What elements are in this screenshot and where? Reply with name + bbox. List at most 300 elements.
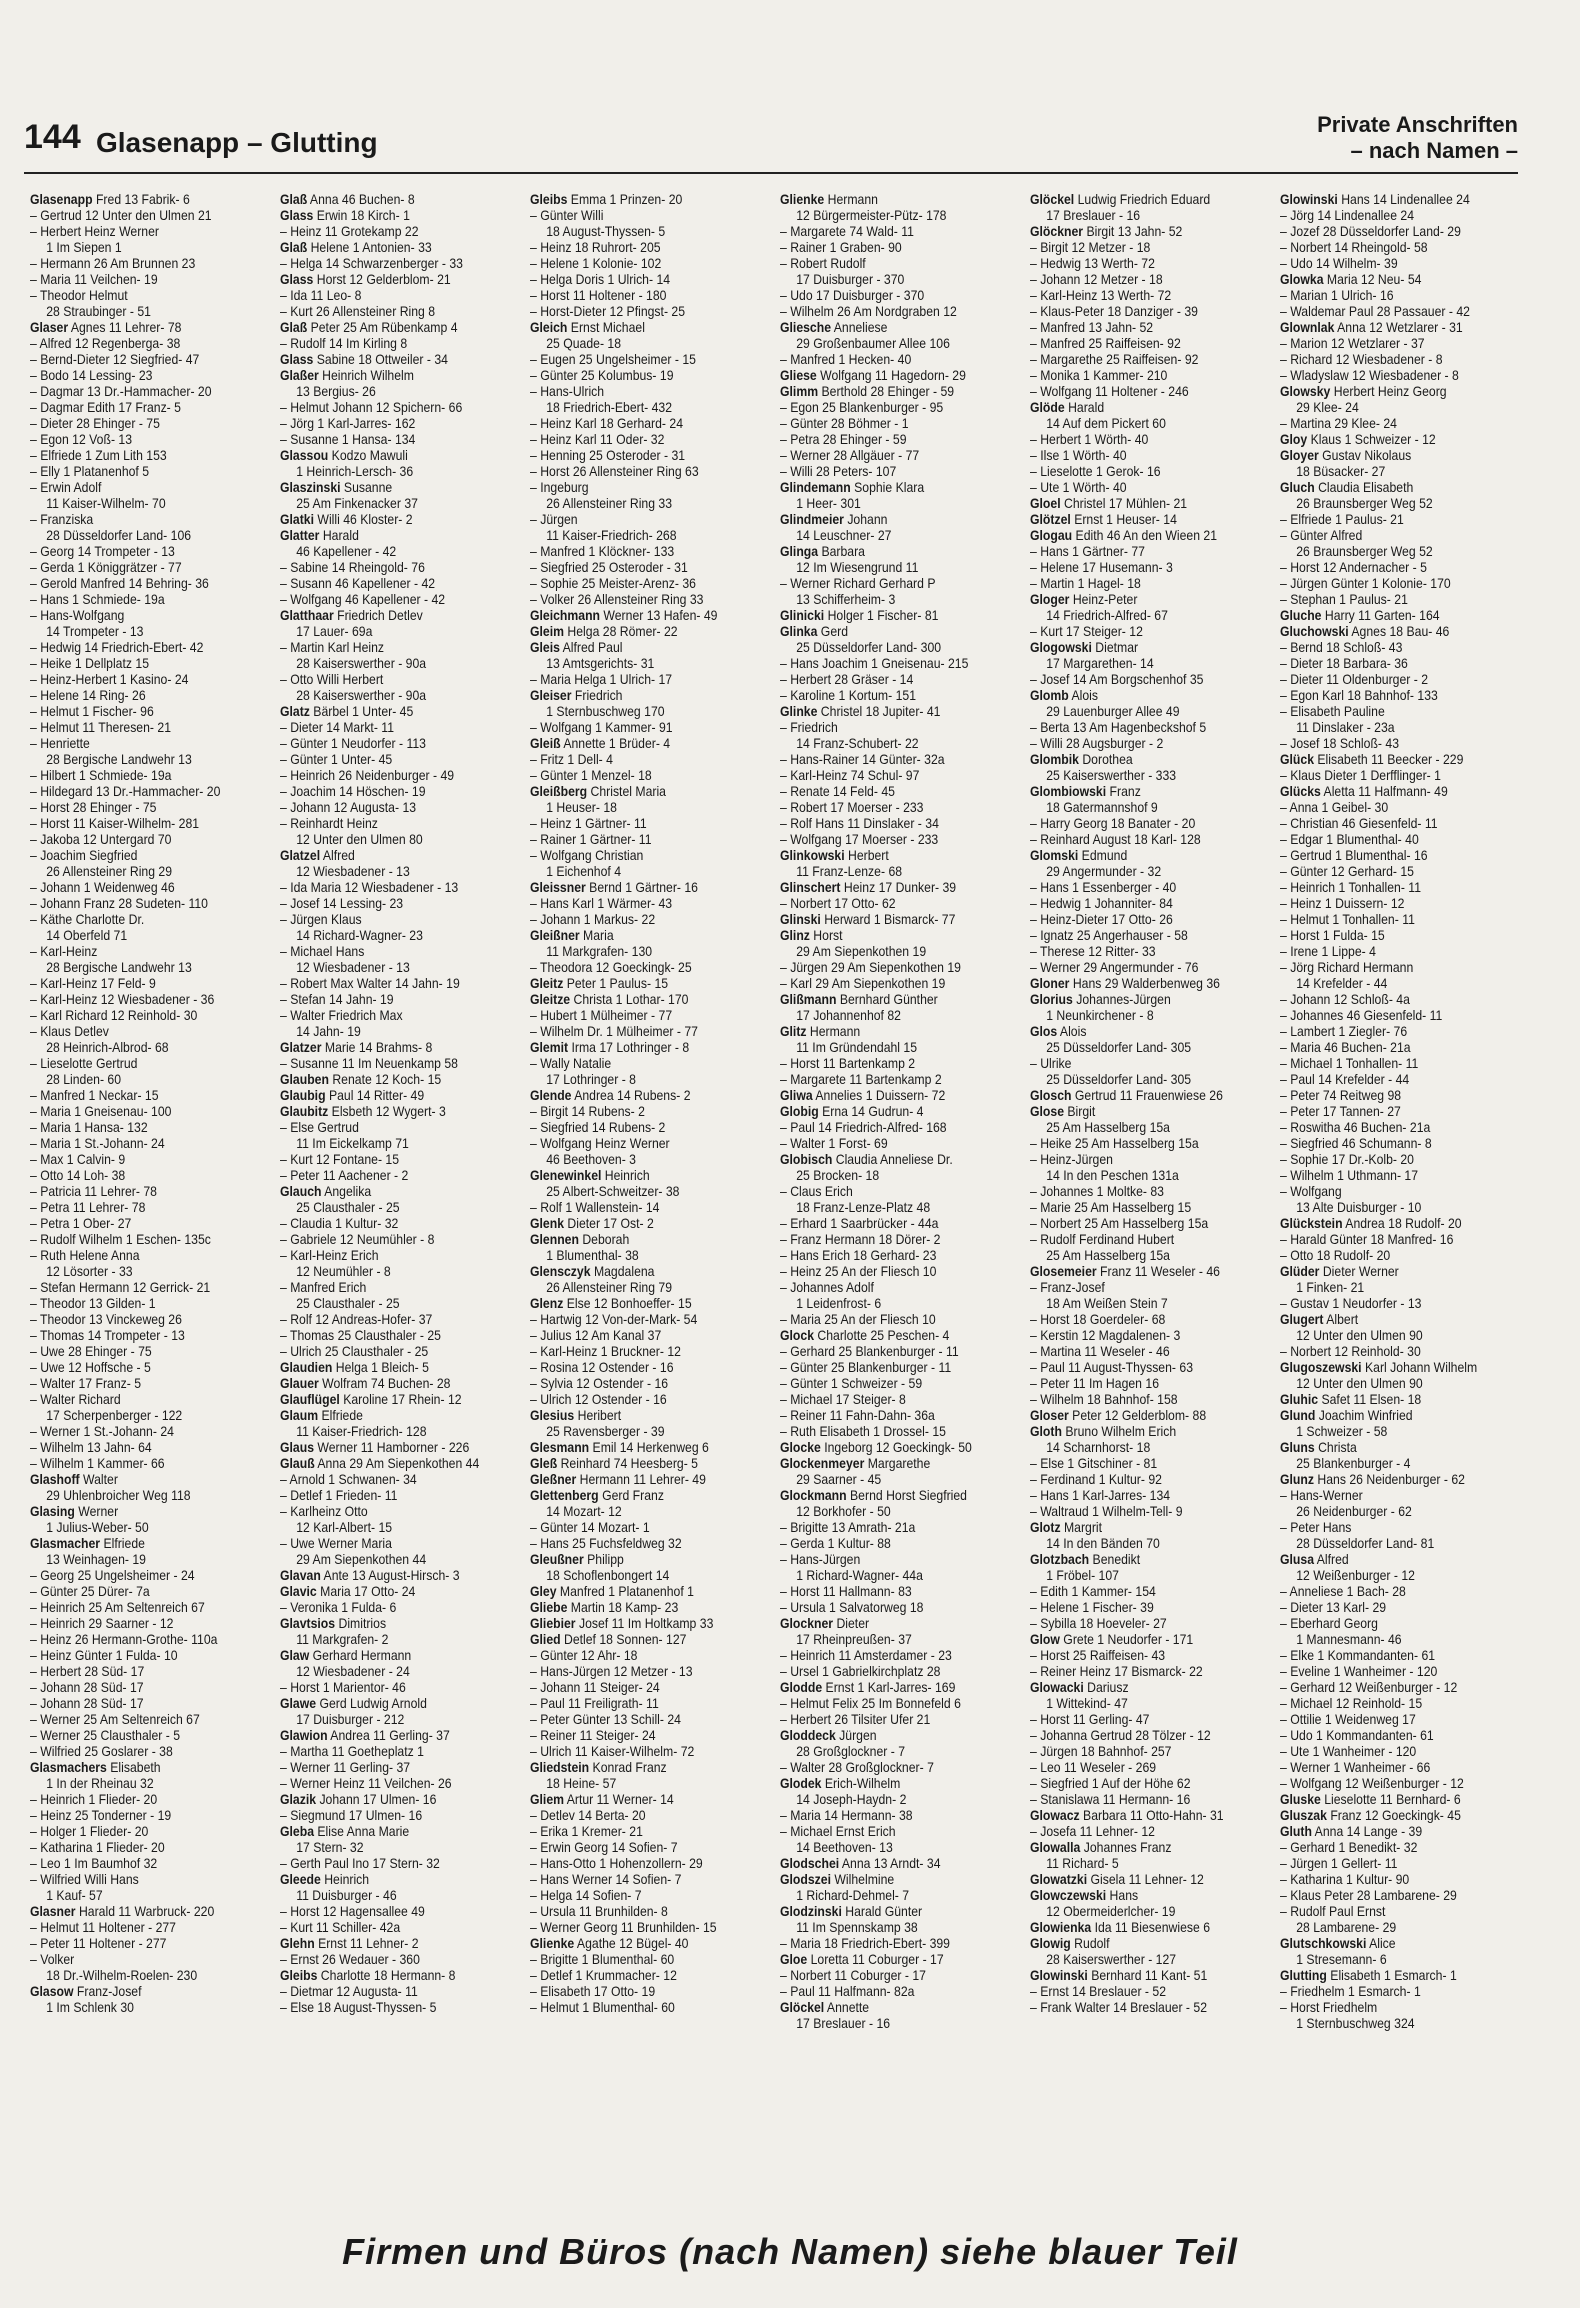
directory-entry — [1030, 1920, 1269, 1936]
directory-entry: – Reiner 11 Fahn-Dahn- 36a — [780, 1408, 935, 1423]
surname: Gleßner — [530, 1472, 577, 1487]
surname: Glenk — [530, 1216, 565, 1231]
directory-entry: – Wilhelm Dr. 1 Mülheimer - 77 — [530, 1024, 698, 1039]
directory-entry: – Hedwig 1 Johanniter- 84 — [1030, 896, 1173, 911]
directory-entry: 29 Am Siepenkothen 44 — [296, 1552, 427, 1567]
directory-entry: – Walter Friedrich Max — [280, 1008, 403, 1023]
directory-entry: – Helene 17 Husemann- 3 — [1030, 560, 1173, 575]
directory-entry: – Franz Hermann 18 Dörer- 2 — [780, 1232, 941, 1247]
directory-entry — [1030, 640, 1269, 656]
directory-entry — [780, 2000, 1019, 2016]
directory-entry: – Ilse 1 Wörth- 40 — [1030, 448, 1127, 463]
entry-details: Gerhard Hermann — [309, 1648, 412, 1663]
entry-details: Maria 12 Neu- 54 — [1323, 272, 1422, 287]
directory-entry — [530, 1552, 769, 1568]
directory-entry: 29 Am Siepenkothen 19 — [796, 944, 927, 959]
directory-entry: – Harald Günter 18 Manfred- 16 — [1280, 1232, 1454, 1247]
directory-entry: 17 Breslauer - 16 — [1046, 208, 1141, 223]
directory-entry: – Leo 1 Im Baumhof 32 — [30, 1856, 158, 1871]
entry-details: Erna 14 Gudrun- 4 — [818, 1104, 924, 1119]
directory-entry: – Günter 25 Dürer- 7a — [30, 1584, 150, 1599]
entry-details: Andrea 18 Rudolf- 20 — [1342, 1216, 1462, 1231]
directory-entry: – Stephan 1 Paulus- 21 — [1280, 592, 1408, 607]
directory-entry: – Hans-Wolfgang — [30, 608, 125, 623]
surname: Glasing — [30, 1504, 75, 1519]
surname: Glehn — [280, 1936, 315, 1951]
directory-entry — [530, 1088, 769, 1104]
directory-entry: 17 Breslauer - 16 — [796, 2016, 891, 2031]
directory-entry: – Udo 17 Duisburger - 370 — [780, 288, 925, 303]
directory-entry: 18 Franz-Lenze-Platz 48 — [796, 1200, 931, 1215]
entry-details: Josef 11 Im Holtkamp 33 — [575, 1616, 714, 1631]
directory-entry — [1280, 1552, 1519, 1568]
entry-details: Manfred 1 Platanenhof 1 — [556, 1584, 694, 1599]
entry-details: Joachim Winfried — [1315, 1408, 1413, 1423]
directory-entry: – Helmut 1 Blumenthal- 60 — [530, 2000, 675, 2015]
directory-entry: – Hans-Werner — [1280, 1488, 1363, 1503]
entry-details: Anna 29 Am Siepenkothen 44 — [314, 1456, 480, 1471]
directory-entry: – Heinrich 1 Tonhallen- 11 — [1280, 880, 1422, 895]
directory-entry — [780, 880, 1019, 896]
surname: Gliesche — [780, 320, 832, 335]
surname: Gloyer — [1280, 448, 1319, 463]
surname: Glinz — [780, 928, 810, 943]
directory-entry: 17 Scherpenberger - 122 — [46, 1408, 183, 1423]
directory-entry: – Heike 1 Dellplatz 15 — [30, 656, 150, 671]
directory-entry: – Rudolf Wilhelm 1 Eschen- 135c — [30, 1232, 211, 1247]
directory-entry — [1280, 1808, 1519, 1824]
directory-entry: – Manfred 25 Raiffeisen- 92 — [1030, 336, 1181, 351]
directory-entry: – Rosina 12 Ostender - 16 — [530, 1360, 674, 1375]
directory-entry: 1 Sternbuschweg 324 — [1296, 2016, 1415, 2031]
directory-entry: 12 Wiesbadener - 24 — [296, 1664, 410, 1679]
directory-entry — [530, 1472, 769, 1488]
directory-entry: 18 Schoflenbongert 14 — [546, 1568, 670, 1583]
directory-entry: – Hans 1 Essenberger - 40 — [1030, 880, 1177, 895]
entry-details: Gertrud 11 Frauenwiese 26 — [1071, 1088, 1223, 1103]
directory-entry: – Kurt 26 Allensteiner Ring 8 — [280, 304, 436, 319]
directory-entry — [780, 1680, 1019, 1696]
directory-entry: – Helmut 1 Fischer- 96 — [30, 704, 154, 719]
surname: Glotzbach — [1030, 1552, 1090, 1567]
entry-details: Claudia Elisabeth — [1314, 480, 1414, 495]
directory-entry: – Kurt 11 Schiller- 42a — [280, 1920, 401, 1935]
entry-details: Claudia Anneliese Dr. — [832, 1152, 953, 1167]
directory-entry — [530, 736, 769, 752]
directory-entry: – Günter 14 Mozart- 1 — [530, 1520, 650, 1535]
directory-entry: 25 Brocken- 18 — [796, 1168, 880, 1183]
directory-entry: – Maria 25 An der Fliesch 10 — [780, 1312, 936, 1327]
directory-entry: 13 Alte Duisburger - 10 — [1296, 1200, 1422, 1215]
directory-entry: – Josef 18 Schloß- 43 — [1280, 736, 1400, 751]
directory-entry: 14 Joseph-Haydn- 2 — [796, 1792, 907, 1807]
directory-entry: – Paul 11 Freiligrath- 11 — [530, 1696, 659, 1711]
directory-entry — [780, 544, 1019, 560]
entry-details: Harry 11 Garten- 164 — [1321, 608, 1440, 623]
surname: Glöckel — [1030, 192, 1075, 207]
directory-entry: – Heinz 25 An der Fliesch 10 — [780, 1264, 937, 1279]
entry-details: Heinrich Wilhelm — [318, 368, 414, 383]
directory-entry: – Jürgen 18 Bahnhof- 257 — [1030, 1744, 1172, 1759]
entry-details: Werner 11 Hamborner - 226 — [314, 1440, 470, 1455]
directory-entry: – Wolfgang 12 Weißenburger - 12 — [1280, 1776, 1464, 1791]
directory-entry: – Maria 18 Friedrich-Ebert- 399 — [780, 1936, 951, 1951]
directory-entry: – Helmut 11 Holtener - 277 — [30, 1920, 176, 1935]
surname: Glockmann — [780, 1488, 847, 1503]
directory-entry — [280, 1440, 519, 1456]
directory-entry: – Johann 12 Metzer - 18 — [1030, 272, 1163, 287]
directory-entry: – Herbert 1 Wörth- 40 — [1030, 432, 1149, 447]
directory-entry: – Gertrud 12 Unter den Ulmen 21 — [30, 208, 212, 223]
directory-entry: – Karl-Heinz 74 Schul- 97 — [780, 768, 920, 783]
directory-entry: 18 Dr.-Wilhelm-Roelen- 230 — [46, 1968, 198, 1983]
directory-entry: – Wilfried 25 Goslarer - 38 — [30, 1744, 173, 1759]
directory-entry: – Petra 1 Ober- 27 — [30, 1216, 132, 1231]
directory-entry: – Norbert 14 Rheingold- 58 — [1280, 240, 1428, 255]
entry-details: Dorothea — [1078, 752, 1133, 767]
directory-entry: – Michael 1 Tonhallen- 11 — [1280, 1056, 1419, 1071]
entry-details: Gerd — [817, 624, 849, 639]
directory-entry: – Maria 1 St.-Johann- 24 — [30, 1136, 165, 1151]
entry-details: Artur 11 Werner- 14 — [564, 1792, 674, 1807]
directory-entry: – Reinhardt Heinz — [280, 816, 378, 831]
surname: Glinke — [780, 704, 818, 719]
surname: Glose — [1030, 1104, 1065, 1119]
directory-entry — [1280, 1408, 1519, 1424]
surname: Glienke — [780, 192, 825, 207]
directory-entry: – Harry Georg 18 Banater - 20 — [1030, 816, 1196, 831]
directory-entry: 28 Bergische Landwehr 13 — [46, 960, 192, 975]
directory-entry: – Heinrich 29 Saarner - 12 — [30, 1616, 174, 1631]
directory-entry — [280, 448, 519, 464]
directory-entry — [1280, 1792, 1519, 1808]
directory-entry: – Michael 17 Steiger- 8 — [780, 1392, 906, 1407]
directory-entry: – Manfred 13 Jahn- 52 — [1030, 320, 1154, 335]
surname: Glaum — [280, 1408, 319, 1423]
directory-entry: – Maria 14 Hermann- 38 — [780, 1808, 913, 1823]
entry-details: Johannes Franz — [1080, 1840, 1172, 1855]
directory-entry — [280, 528, 519, 544]
directory-entry: 26 Allensteiner Ring 79 — [546, 1280, 673, 1295]
surname: Glinski — [780, 912, 821, 927]
directory-entry: 14 In den Bänden 70 — [1046, 1536, 1160, 1551]
directory-entry: – Siegmund 17 Ulmen- 16 — [280, 1808, 423, 1823]
directory-entry: – Ursula 11 Brunhilden- 8 — [530, 1904, 668, 1919]
surname: Glitz — [780, 1024, 807, 1039]
page-number: 144 — [24, 118, 81, 156]
entry-details: Friedrich — [571, 688, 623, 703]
directory-entry: – Dagmar 13 Dr.-Hammacher- 20 — [30, 384, 212, 399]
directory-entry — [1030, 992, 1269, 1008]
directory-entry: – Hans-Otto 1 Hohenzollern- 29 — [530, 1856, 703, 1871]
directory-entry — [30, 1984, 269, 2000]
directory-entry: – Peter 11 Aachener - 2 — [280, 1168, 409, 1183]
entry-details: Safet 11 Elsen- 18 — [1318, 1392, 1422, 1407]
surname: Glowienka — [1030, 1920, 1092, 1935]
directory-entry — [280, 1088, 519, 1104]
directory-entry — [1280, 752, 1519, 768]
entry-details: Heinrich — [601, 1168, 650, 1183]
directory-entry — [280, 1456, 519, 1472]
directory-entry: – Gerda 1 Kultur- 88 — [780, 1536, 891, 1551]
directory-entry: – Elisabeth 17 Otto- 19 — [530, 1984, 656, 1999]
directory-entry: – Joachim Siegfried — [30, 848, 138, 863]
entry-details: Susanne — [340, 480, 393, 495]
entry-details: Helga 1 Bleich- 5 — [332, 1360, 429, 1375]
directory-entry: – Werner Heinz 11 Veilchen- 26 — [280, 1776, 452, 1791]
directory-entry: – Paul 11 Halfmann- 82a — [780, 1984, 915, 1999]
directory-entry: – Horst-Dieter 12 Pfingst- 25 — [530, 304, 686, 319]
surname: Glotz — [1030, 1520, 1061, 1535]
directory-entry: 1 Richard-Dehmel- 7 — [796, 1888, 910, 1903]
directory-entry — [780, 704, 1019, 720]
directory-entry: – Dieter 11 Oldenburger - 2 — [1280, 672, 1429, 687]
directory-entry: – Heinrich 1 Flieder- 20 — [30, 1792, 158, 1807]
directory-entry: – Uwe 12 Hoffsche - 5 — [30, 1360, 151, 1375]
entry-details: Heinz-Peter — [1069, 592, 1138, 607]
directory-entry: – Josefa 11 Lehner- 12 — [1030, 1824, 1155, 1839]
entry-details: Agathe 12 Bügel- 40 — [574, 1936, 689, 1951]
directory-entry — [1030, 1888, 1269, 1904]
entry-details: Agnes 11 Lehrer- 78 — [68, 320, 182, 335]
directory-entry: – Helmut 1 Tonhallen- 11 — [1280, 912, 1415, 927]
directory-entry — [1030, 1408, 1269, 1424]
directory-entry — [1280, 784, 1519, 800]
section-title-line-2: – nach Namen – — [1350, 138, 1518, 163]
entry-details: Bernd Horst Siegfried — [846, 1488, 967, 1503]
directory-entry — [30, 1904, 269, 1920]
directory-entry: – Martin Karl Heinz — [280, 640, 385, 655]
directory-entry: 28 Linden- 60 — [46, 1072, 122, 1087]
entry-details: Johann 17 Ulmen- 16 — [316, 1792, 437, 1807]
directory-entry: – Theodor 13 Gilden- 1 — [30, 1296, 156, 1311]
directory-entry: 28 Kaiserswerther - 90a — [296, 656, 427, 671]
entry-details: Elisabeth 11 Beecker - 229 — [1314, 752, 1464, 767]
directory-entry: 46 Kapellener - 42 — [296, 544, 397, 559]
surname: Glenz — [530, 1296, 564, 1311]
directory-entry — [280, 1408, 519, 1424]
directory-entry — [280, 192, 519, 208]
directory-entry: 28 Kaiserswerther - 127 — [1046, 1952, 1177, 1967]
directory-entry: – Irene 1 Lippe- 4 — [1280, 944, 1376, 959]
directory-entry: – Maria 1 Gneisenau- 100 — [30, 1104, 172, 1119]
entry-details: Karoline 17 Rhein- 12 — [339, 1392, 462, 1407]
directory-entry: 1 Julius-Weber- 50 — [46, 1520, 149, 1535]
directory-entry: – Ulrike — [1030, 1056, 1072, 1071]
directory-entry — [280, 1728, 519, 1744]
directory-entry — [780, 1776, 1019, 1792]
directory-entry: 18 Heine- 57 — [546, 1776, 617, 1791]
surname: Gleich — [530, 320, 568, 335]
directory-entry: – Elisabeth Pauline — [1280, 704, 1385, 719]
directory-entry: 25 Clausthaler - 25 — [296, 1200, 400, 1215]
surname: Glassou — [280, 448, 329, 463]
entry-details: Dieter Werner — [1319, 1264, 1399, 1279]
entry-details: Albert — [1323, 1312, 1359, 1327]
directory-column — [30, 192, 270, 2142]
surname: Glodschei — [780, 1856, 840, 1871]
directory-entry: 25 Düsseldorfer Land- 300 — [796, 640, 942, 655]
directory-entry: 1 Mannesmann- 46 — [1296, 1632, 1402, 1647]
directory-entry: 12 Borkhofer - 50 — [796, 1504, 891, 1519]
entry-details: Magdalena — [590, 1264, 655, 1279]
directory-entry: – Wilhelm 1 Kammer- 66 — [30, 1456, 165, 1471]
directory-entry — [1280, 1472, 1519, 1488]
directory-entry: – Arnold 1 Schwanen- 34 — [280, 1472, 417, 1487]
directory-entry: – Horst 12 Andernacher - 5 — [1280, 560, 1427, 575]
directory-entry: – Elfriede 1 Zum Lith 153 — [30, 448, 167, 463]
directory-entry: – Hans-Jürgen 12 Metzer - 13 — [530, 1664, 693, 1679]
directory-entry: – Karl-Heinz Erich — [280, 1248, 379, 1263]
directory-entry: 12 Unter den Ulmen 90 — [1296, 1328, 1423, 1343]
directory-entry: – Jürgen Günter 1 Kolonie- 170 — [1280, 576, 1451, 591]
surname: Glück — [1280, 752, 1315, 767]
directory-entry — [280, 1184, 519, 1200]
directory-entry — [1030, 400, 1269, 416]
directory-entry: 1 Leidenfrost- 6 — [796, 1296, 882, 1311]
directory-entry: – Ignatz 25 Angerhauser - 58 — [1030, 928, 1188, 943]
directory-entry — [1030, 1840, 1269, 1856]
directory-entry: – Klaus Detlev — [30, 1024, 109, 1039]
directory-entry: – Klaus Peter 28 Lambarene- 29 — [1280, 1888, 1457, 1903]
directory-entry: – Johannes 46 Giesenfeld- 11 — [1280, 1008, 1443, 1023]
directory-entry — [1030, 1520, 1269, 1536]
surname: Glorius — [1030, 992, 1073, 1007]
entry-details: Hans 29 Walderbenweg 36 — [1069, 976, 1220, 991]
directory-entry: – Günter 25 Kolumbus- 19 — [530, 368, 674, 383]
entry-details: Bernhard Günther — [836, 992, 938, 1007]
directory-entry: – Elfriede 1 Paulus- 21 — [1280, 512, 1404, 527]
directory-entry: 11 Kaiser-Wilhelm- 70 — [46, 496, 166, 511]
surname: Glow — [1030, 1632, 1060, 1647]
entry-details: Alfred — [1314, 1552, 1349, 1567]
directory-entry — [780, 928, 1019, 944]
directory-entry — [530, 1456, 769, 1472]
entry-details: Margrit — [1060, 1520, 1103, 1535]
surname: Glass — [280, 272, 314, 287]
directory-entry: 14 Friedrich-Alfred- 67 — [1046, 608, 1168, 623]
entry-details: Jürgen — [835, 1728, 877, 1743]
entry-details: Erich-Wilhelm — [821, 1776, 901, 1791]
entry-details: Harald 11 Warbruck- 220 — [75, 1904, 215, 1919]
directory-entry: – Ida Maria 12 Wiesbadener - 13 — [280, 880, 459, 895]
directory-entry: – Fritz 1 Dell- 4 — [530, 752, 613, 767]
entry-details: Bärbel 1 Unter- 45 — [309, 704, 414, 719]
entry-details: Alois — [1068, 688, 1098, 703]
directory-entry — [530, 192, 769, 208]
surname: Glennen — [530, 1232, 579, 1247]
directory-entry: – Hans 1 Schmiede- 19a — [30, 592, 165, 607]
surname: Glazik — [280, 1792, 317, 1807]
directory-entry — [1280, 1824, 1519, 1840]
directory-entry — [780, 992, 1019, 1008]
directory-entry: – Jürgen 1 Gellert- 11 — [1280, 1856, 1398, 1871]
surname: Gluske — [1280, 1792, 1321, 1807]
surname: Glowalla — [1030, 1840, 1081, 1855]
surname: Glowka — [1280, 272, 1324, 287]
directory-entry: 25 Düsseldorfer Land- 305 — [1046, 1040, 1192, 1055]
directory-entry: – Ute 1 Wörth- 40 — [1030, 480, 1127, 495]
directory-entry — [1280, 320, 1519, 336]
directory-entry — [1030, 1552, 1269, 1568]
surname: Glaubitz — [280, 1104, 329, 1119]
surname: Gluhic — [1280, 1392, 1319, 1407]
directory-entry: – Uwe 28 Ehinger - 75 — [30, 1344, 152, 1359]
directory-entry: 1 Heinrich-Lersch- 36 — [296, 464, 414, 479]
directory-entry: 25 Ravensberger - 39 — [546, 1424, 665, 1439]
directory-entry: – Theodor 13 Vinckeweg 26 — [30, 1312, 182, 1327]
surname: Glensczyk — [530, 1264, 591, 1279]
directory-entry — [1030, 512, 1269, 528]
surname: Gloel — [1030, 496, 1061, 511]
surname: Glowczewski — [1030, 1888, 1107, 1903]
entry-details: Elfriede — [318, 1408, 363, 1423]
directory-entry: 17 Lauer- 69a — [296, 624, 373, 639]
directory-entry — [530, 688, 769, 704]
directory-entry: – Günter 1 Schweizer - 59 — [780, 1376, 923, 1391]
entry-details: Christel Maria — [587, 784, 666, 799]
directory-entry: – Sabine 14 Rheingold- 76 — [280, 560, 425, 575]
directory-entry: – Holger 1 Flieder- 20 — [30, 1824, 149, 1839]
directory-entry: – Heinrich 25 Am Seltenreich 67 — [30, 1600, 205, 1615]
surname: Gleichmann — [530, 608, 601, 623]
directory-entry: 28 Düsseldorfer Land- 81 — [1296, 1536, 1435, 1551]
entry-details: Ingeborg 12 Goeckingk- 50 — [820, 1440, 972, 1455]
directory-entry: – Werner 11 Gerling- 37 — [280, 1760, 411, 1775]
directory-entry — [780, 1616, 1019, 1632]
directory-entry: – Gertrud 1 Blumenthal- 16 — [1280, 848, 1428, 863]
entry-details: Herbert Heinz Georg — [1330, 384, 1447, 399]
entry-details: Reinhard 74 Heesberg- 5 — [557, 1456, 698, 1471]
surname: Glavic — [280, 1584, 317, 1599]
surname: Glogau — [1030, 528, 1073, 543]
directory-entry — [780, 192, 1019, 208]
directory-entry: – Manfred 1 Neckar- 15 — [30, 1088, 159, 1103]
directory-entry: – Hubert 1 Mülheimer - 77 — [530, 1008, 673, 1023]
surname: Gloe — [780, 1952, 808, 1967]
surname: Glasow — [30, 1984, 74, 1999]
directory-entry: 25 Albert-Schweitzer- 38 — [546, 1184, 680, 1199]
surname: Glasmachers — [30, 1760, 107, 1775]
directory-entry: 28 Bergische Landwehr 13 — [46, 752, 192, 767]
directory-entry: 14 Krefelder - 44 — [1296, 976, 1388, 991]
directory-entry: – Wolfgang Heinz Werner — [530, 1136, 670, 1151]
directory-entry — [280, 1584, 519, 1600]
entry-details: Herbert — [844, 848, 889, 863]
surname: Glatthaar — [280, 608, 334, 623]
directory-entry — [780, 1904, 1019, 1920]
surname: Glasenapp — [30, 192, 93, 207]
directory-entry: – Otto 14 Loh- 38 — [30, 1168, 126, 1183]
entry-details: Franz — [1106, 784, 1141, 799]
entry-details: Ante 13 August-Hirsch- 3 — [320, 1568, 460, 1583]
directory-entry: – Paul 14 Krefelder - 44 — [1280, 1072, 1410, 1087]
entry-details: Franz 11 Weseler - 46 — [1096, 1264, 1220, 1279]
directory-entry: – Marie 25 Am Hasselberg 15 — [1030, 1200, 1192, 1215]
surname: Glaudien — [280, 1360, 333, 1375]
directory-entry: – Herbert 28 Süd- 17 — [30, 1664, 145, 1679]
directory-entry: – Hildegard 13 Dr.-Hammacher- 20 — [30, 784, 221, 799]
entry-details: Elfriede — [100, 1536, 145, 1551]
directory-entry: – Horst 11 Bartenkamp 2 — [780, 1056, 916, 1071]
entry-details: Christel 17 Mühlen- 21 — [1060, 496, 1188, 511]
entry-details: Annelies 1 Duissern- 72 — [812, 1088, 946, 1103]
directory-entry: 28 Großglockner - 7 — [796, 1744, 906, 1759]
directory-entry: – Uwe Werner Maria — [280, 1536, 392, 1551]
directory-entry — [530, 1488, 769, 1504]
entry-details: Hans 26 Neidenburger - 62 — [1313, 1472, 1465, 1487]
directory-entry: 1 Im Schlenk 30 — [46, 2000, 134, 2015]
